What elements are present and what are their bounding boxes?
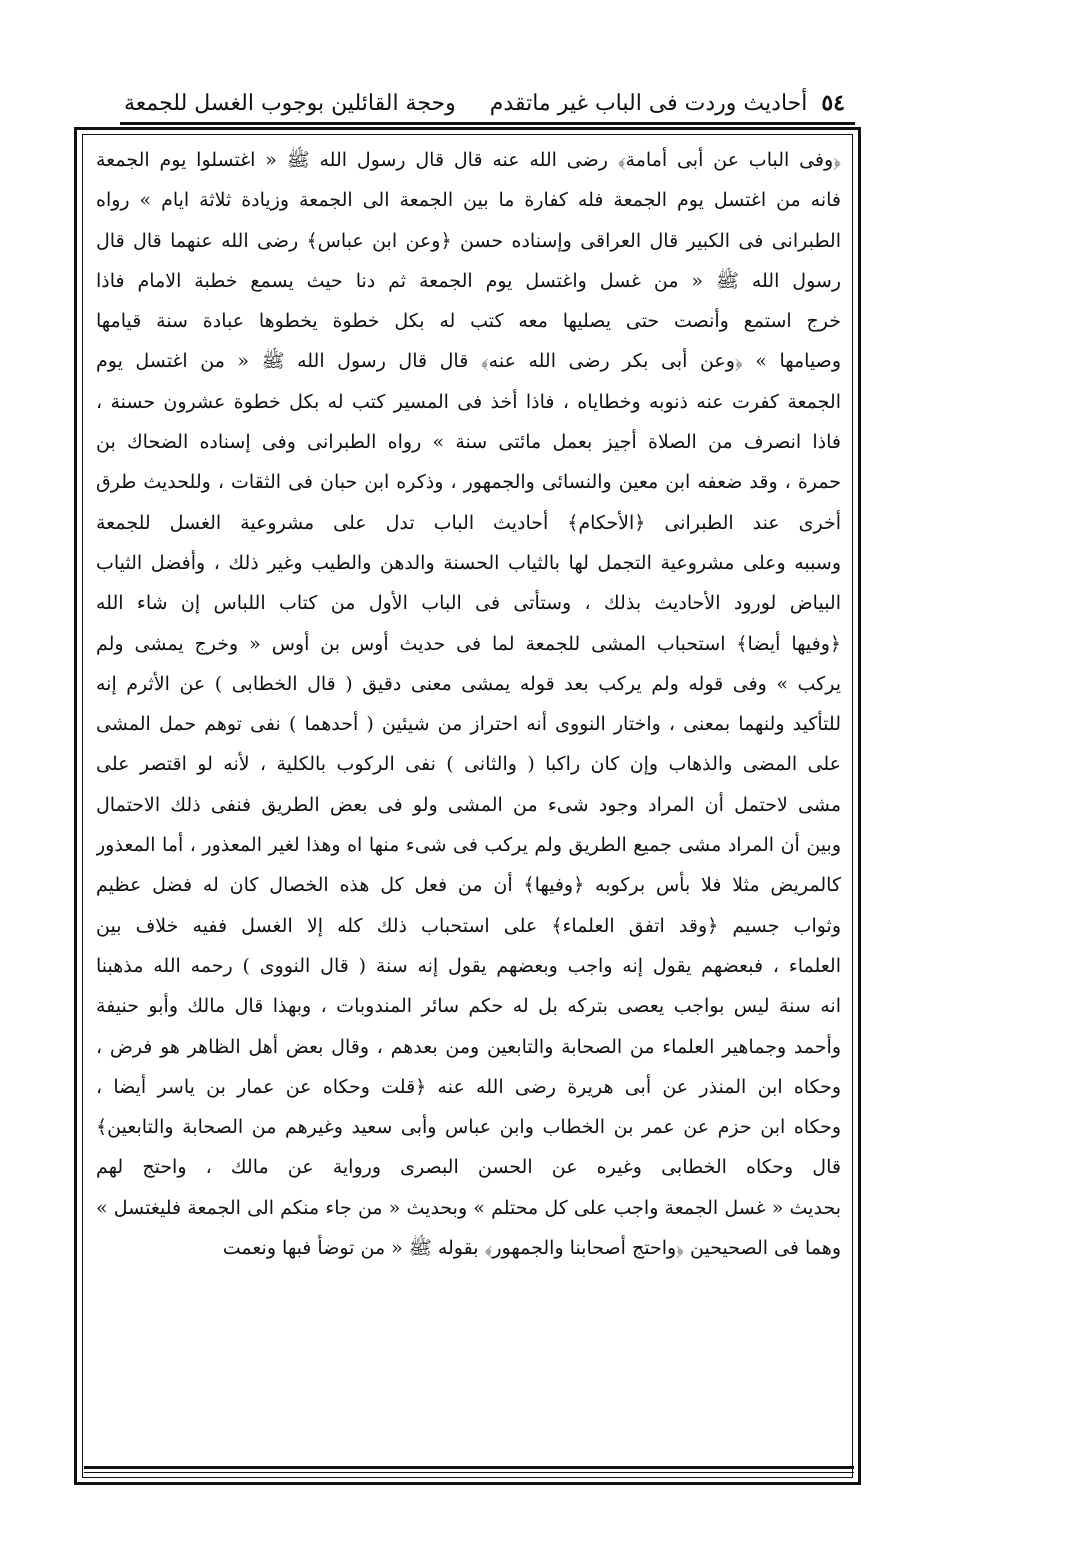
text-line: على المضى والذهاب وإن كان راكبا ( والثانى ) نفى الركوب بالكلية ، لأنه لو اقتصر على (96, 753, 841, 776)
text-line: وحكاه ابن حزم عن عمر بن الخطاب وابن عباس وأبى سعيد وغيرهم من الصحابة والتابعين﴾ (96, 1116, 841, 1139)
text-line: رسول الله ﷺ « من غسل واغتسل يوم الجمعة ثم دنا حيث يسمع خطبة الامام فاذا (96, 269, 841, 292)
footer-rule (84, 1466, 854, 1469)
text-line: ﴿وفيها أيضا﴾ استحباب المشى للجمعة لما فى حديث أوس بن أوس « وخرج يمشى ولم (96, 632, 841, 655)
text-line: حمرة ، وقد ضعفه ابن معين والنسائى والجمهور ، وذكره ابن حبان فى الثقات ، وللحديث طرق (96, 471, 841, 494)
text-line: العلماء ، فبعضهم يقول إنه واجب وبعضهم يقول إنه سنة ( قال النووى ) رحمه الله مذهبنا (96, 954, 841, 977)
text-line: البياض لورود الأحاديث بذلك ، وستأتى فى الباب الأول من كتاب اللباس إن شاء الله (96, 592, 841, 615)
page-header (120, 86, 845, 120)
text-line: وثواب جسيم ﴿وقد اتفق العلماء﴾ على استحباب ذلك كله إلا الغسل ففيه خلاف بين (96, 914, 841, 937)
text-line: يركب » وفى قوله ولم يركب بعد قوله يمشى معنى دقيق ( قال الخطابى ) عن الأثرم إنه (96, 672, 841, 695)
header-title-right: أحاديث وردت فى الباب غير ماتقدم (489, 90, 808, 116)
text-line: للتأكيد ولنهما بمعنى ، واختار النووى أنه احتراز من شيئين ( أحدهما ) نفى توهم حمل المشى (96, 713, 841, 736)
text-line: قال وحكاه الخطابى وغيره عن الحسن البصرى ورواية عن مالك ، واحتج لهم (96, 1156, 841, 1179)
text-line: الجمعة كفرت عنه ذنوبه وخطاياه ، فاذا أخذ فى المسير كتب له بكل خطوة عشرون حسنة ، (96, 390, 841, 413)
footer-rule-thin (84, 1472, 854, 1473)
main-text (96, 140, 841, 1470)
text-line: ﴿وفى الباب عن أبى أمامة﴾ رضى الله عنه قال قال رسول الله ﷺ « اغتسلوا يوم الجمعة (96, 149, 841, 171)
text-line: بحديث « غسل الجمعة واجب على كل محتلم » وبحديث « من جاء منكم الى الجمعة فليغتسل » (96, 1196, 841, 1219)
text-line: وسببه وعلى مشروعية التجمل لها بالثياب الحسنة والدهن والطيب وغير ذلك ، وأفضل الثياب (96, 551, 841, 574)
text-line: وحكاه ابن المنذر عن أبى هريرة رضى الله عنه ﴿قلت وحكاه عن عمار بن ياسر أيضا ، (96, 1075, 841, 1098)
text-line: فاذا انصرف من الصلاة أجيز بعمل مائتى سنة » رواه الطبرانى وفى إسناده الضحاك بن (96, 431, 841, 454)
text-line: كالمريض مثلا فلا بأس بركوبه ﴿وفيها﴾ أن من فعل كل هذه الخصال كان له فضل عظيم (96, 874, 841, 897)
header-title-left: وحجة القائلين بوجوب الغسل للجمعة (123, 90, 456, 116)
text-line: وصيامها » ﴿وعن أبى بكر رضى الله عنه﴾ قال قال رسول الله ﷺ « من اغتسل يوم (96, 350, 841, 373)
text-line: مشى لاحتمل أن المراد وجود شىء من المشى ولو فى بعض الطريق فنفى ذلك الاحتمال (96, 793, 841, 816)
header-rule (120, 122, 855, 125)
text-line: انه سنة ليس بواجب يعصى بتركه بل له حكم سائر المندوبات ، وبهذا قال مالك وأبو حنيفة (96, 995, 841, 1018)
text-line: فانه من اغتسل يوم الجمعة فله كفارة ما بين الجمعة الى الجمعة وزيادة ثلاثة ايام » رواه (96, 189, 841, 212)
text-line: وأحمد وجماهير العلماء من الصحابة والتابعين ومن بعدهم ، وقال بعض أهل الظاهر هو فرض ، (96, 1035, 841, 1058)
text-line: وبين أن المراد مشى جميع الطريق ولم يركب فى شىء منها اه وهذا لغير المعذور ، أما المعذور (96, 834, 841, 857)
text-line: أخرى عند الطبرانى ﴿الأحكام﴾ أحاديث الباب تدل على مشروعية الغسل للجمعة (96, 511, 841, 534)
text-line: وهما فى الصحيحين ﴿واحتج أصحابنا والجمهور﴾ بقوله ﷺ « من توضأ فبها ونعمت (222, 1237, 841, 1260)
text-line: الطبرانى فى الكبير قال العراقى وإسناده حسن ﴿وعن ابن عباس﴾ رضى الله عنهما قال قال (96, 229, 841, 252)
page-number: ٥٤ (821, 90, 845, 116)
text-line: خرج استمع وأنصت حتى يصليها معه كتب له بكل خطوة يخطوها عبادة سنة قيامها (96, 310, 841, 333)
